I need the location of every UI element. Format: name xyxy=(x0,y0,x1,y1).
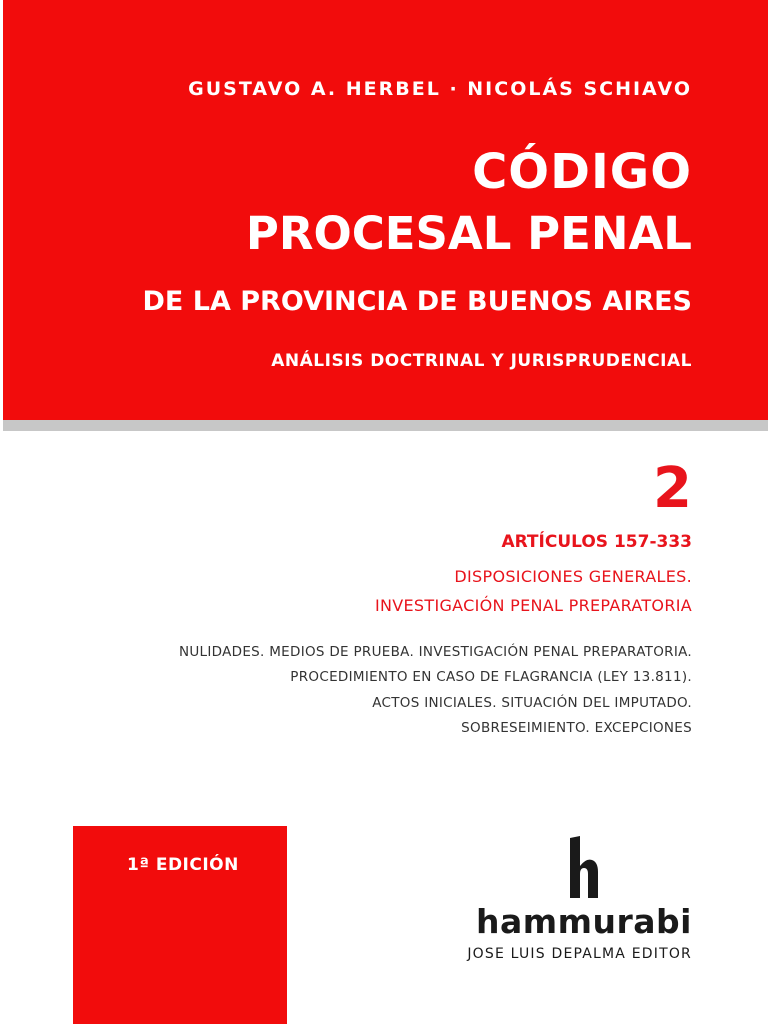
publisher-subtitle: JOSE LUIS DEPALMA EDITOR xyxy=(467,946,692,962)
title-line-3: DE LA PROVINCIA DE BUENOS AIRES xyxy=(142,286,692,317)
section-line: DISPOSICIONES GENERALES. xyxy=(454,567,692,586)
title-line-1: CÓDIGO xyxy=(472,144,692,200)
authors: GUSTAVO A. HERBEL · NICOLÁS SCHIAVO xyxy=(188,78,692,100)
topic-line: NULIDADES. MEDIOS DE PRUEBA. INVESTIGACIÓN PENAL PREPARATORIA. xyxy=(178,644,692,660)
topic-line: SOBRESEIMIENTO. EXCEPCIONES xyxy=(461,720,692,736)
hammurabi-h-logo-icon xyxy=(564,836,600,900)
topic-line: PROCEDIMIENTO EN CASO DE FLAGRANCIA (LEY 13.811). xyxy=(290,669,692,685)
articles-range: ARTÍCULOS 157-333 xyxy=(501,532,692,552)
section-line: INVESTIGACIÓN PENAL PREPARATORIA xyxy=(374,596,692,615)
title-line-2: PROCESAL PENAL xyxy=(245,207,692,260)
publisher-name: hammurabi xyxy=(475,902,692,941)
divider-rule xyxy=(3,420,768,431)
topic-line: ACTOS INICIALES. SITUACIÓN DEL IMPUTADO. xyxy=(372,695,692,711)
volume-number: 2 xyxy=(653,456,692,521)
edition-label: 1ª EDICIÓN xyxy=(127,855,239,875)
subtitle: ANÁLISIS DOCTRINAL Y JURISPRUDENCIAL xyxy=(271,351,692,371)
